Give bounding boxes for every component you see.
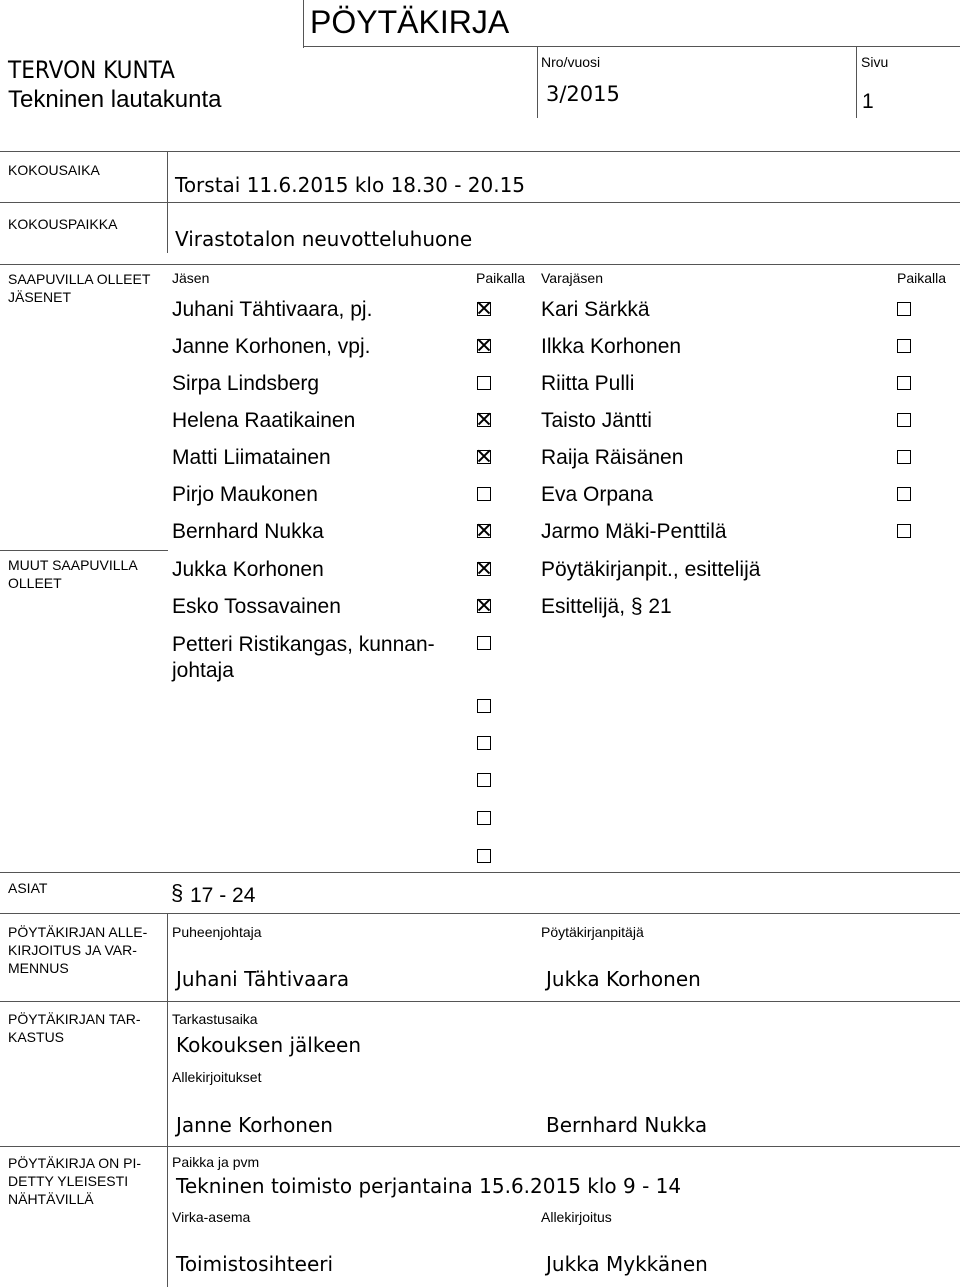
member-present-checkbox[interactable] xyxy=(477,302,491,316)
nro-label: Nro/vuosi xyxy=(541,54,601,70)
section-rule xyxy=(0,1001,960,1002)
other-person-role: Pöytäkirjanpit., esittelijä xyxy=(541,558,761,581)
deputy-present-checkbox[interactable] xyxy=(897,376,911,390)
section-rule xyxy=(0,913,960,914)
review-time-label: Tarkastusaika xyxy=(172,1011,258,1027)
present-checkbox[interactable] xyxy=(477,636,491,650)
secretary-value: Jukka Korhonen xyxy=(546,967,701,991)
member-name: Janne Korhonen, vpj. xyxy=(172,335,371,358)
chair-value: Juhani Tähtivaara xyxy=(176,967,350,991)
doc-title: PÖYTÄKIRJA xyxy=(310,4,510,40)
member-present-checkbox[interactable] xyxy=(477,339,491,353)
meeting-place-label: KOKOUSPAIKKA xyxy=(8,216,118,232)
signature-label: Allekirjoitus xyxy=(541,1209,612,1225)
empty-checkbox[interactable] xyxy=(477,811,491,825)
svg-text:§: § xyxy=(171,880,184,905)
others-section-label: MUUT SAAPUVILLA OLLEET xyxy=(8,557,138,591)
section-rule xyxy=(0,202,960,203)
deputy-name: Riitta Pulli xyxy=(541,372,635,395)
signer-2: Bernhard Nukka xyxy=(546,1113,708,1137)
meeting-time-value: Torstai 11.6.2015 klo 18.30 - 20.15 xyxy=(175,173,526,197)
matters-label: ASIAT xyxy=(8,880,48,896)
section-rule xyxy=(0,264,960,265)
deputy-name: Jarmo Mäki-Penttilä xyxy=(541,520,727,543)
deputy-name: Raija Räisänen xyxy=(541,446,684,469)
public-place-value: Tekninen toimisto perjantaina 15.6.2015 klo 9 - 14 xyxy=(176,1174,682,1198)
attendance-section-label: SAAPUVILLA OLLEET JÄSENET xyxy=(8,271,151,305)
member-name: Juhani Tähtivaara, pj. xyxy=(172,298,373,321)
signatures-label: Allekirjoitukset xyxy=(172,1069,262,1085)
empty-checkbox[interactable] xyxy=(477,849,491,863)
other-person-name: Jukka Korhonen xyxy=(172,558,324,581)
deputy-present-checkbox[interactable] xyxy=(897,302,911,316)
deputy-present-checkbox[interactable] xyxy=(897,487,911,501)
member-present-checkbox[interactable] xyxy=(477,524,491,538)
member-name: Matti Liimatainen xyxy=(172,446,331,469)
header-divider xyxy=(303,0,304,48)
deputy-name: Ilkka Korhonen xyxy=(541,335,682,358)
signing-section-label: PÖYTÄKIRJAN ALLE- KIRJOITUS JA VAR- MENNUS xyxy=(8,924,148,976)
present-checkbox[interactable] xyxy=(477,599,491,613)
page-label: Sivu xyxy=(861,54,889,70)
empty-checkbox[interactable] xyxy=(477,773,491,787)
col-present-header: Paikalla xyxy=(476,270,526,286)
meeting-place-value: Virastotalon neuvotteluhuone xyxy=(175,227,473,251)
section-rule xyxy=(0,151,960,152)
deputy-present-checkbox[interactable] xyxy=(897,413,911,427)
deputy-present-checkbox[interactable] xyxy=(897,339,911,353)
secretary-label: Pöytäkirjanpitäjä xyxy=(541,924,644,940)
member-present-checkbox[interactable] xyxy=(477,376,491,390)
position-value: Toimistosihteeri xyxy=(176,1252,334,1276)
other-person-role: Esittelijä, § 21 xyxy=(541,595,672,618)
present-checkbox[interactable] xyxy=(477,562,491,576)
review-section-label: PÖYTÄKIRJAN TAR- KASTUS xyxy=(8,1011,141,1045)
signer-1: Janne Korhonen xyxy=(176,1113,333,1137)
member-name: Bernhard Nukka xyxy=(172,520,324,543)
section-rule xyxy=(0,550,168,551)
other-person-name: Esko Tossavainen xyxy=(172,595,341,618)
deputy-present-checkbox[interactable] xyxy=(897,524,911,538)
section-rule xyxy=(0,872,960,873)
col-deputy-present-header: Paikalla xyxy=(897,270,947,286)
matters-value: 17 - 24 xyxy=(190,884,256,907)
member-name: Helena Raatikainen xyxy=(172,409,356,432)
header-divider xyxy=(856,46,857,118)
meeting-time-label: KOKOUSAIKA xyxy=(8,162,100,178)
empty-checkbox[interactable] xyxy=(477,699,491,713)
col-member-header: Jäsen xyxy=(172,270,210,286)
public-place-label: Paikka ja pvm xyxy=(172,1154,260,1170)
deputy-present-checkbox[interactable] xyxy=(897,450,911,464)
signature-value: Jukka Mykkänen xyxy=(546,1252,708,1276)
deputy-name: Kari Särkkä xyxy=(541,298,650,321)
board-name: Tekninen lautakunta xyxy=(8,86,222,113)
empty-checkbox[interactable] xyxy=(477,736,491,750)
nro-value: 3/2015 xyxy=(546,82,620,106)
position-label: Virka-asema xyxy=(172,1209,251,1225)
deputy-name: Eva Orpana xyxy=(541,483,654,506)
chair-label: Puheenjohtaja xyxy=(172,924,262,940)
municipality-name: TERVON KUNTA xyxy=(8,56,175,84)
section-rule xyxy=(0,1146,960,1147)
public-section-label: PÖYTÄKIRJA ON PI- DETTY YLEISESTI NÄHTÄVILLÄ xyxy=(8,1155,142,1207)
other-person-name: Petteri Ristikangas, kunnan- johtaja xyxy=(172,633,435,682)
header-rule xyxy=(303,46,960,47)
header-divider xyxy=(537,46,538,118)
review-time-value: Kokouksen jälkeen xyxy=(176,1033,361,1057)
col-deputy-header: Varajäsen xyxy=(541,270,604,286)
member-name: Sirpa Lindsberg xyxy=(172,372,320,395)
member-name: Pirjo Maukonen xyxy=(172,483,318,506)
member-present-checkbox[interactable] xyxy=(477,450,491,464)
member-present-checkbox[interactable] xyxy=(477,487,491,501)
deputy-name: Taisto Jäntti xyxy=(541,409,652,432)
page-value: 1 xyxy=(862,90,874,113)
section-sign-icon xyxy=(171,880,184,906)
member-present-checkbox[interactable] xyxy=(477,413,491,427)
label-column-divider xyxy=(167,913,168,1287)
